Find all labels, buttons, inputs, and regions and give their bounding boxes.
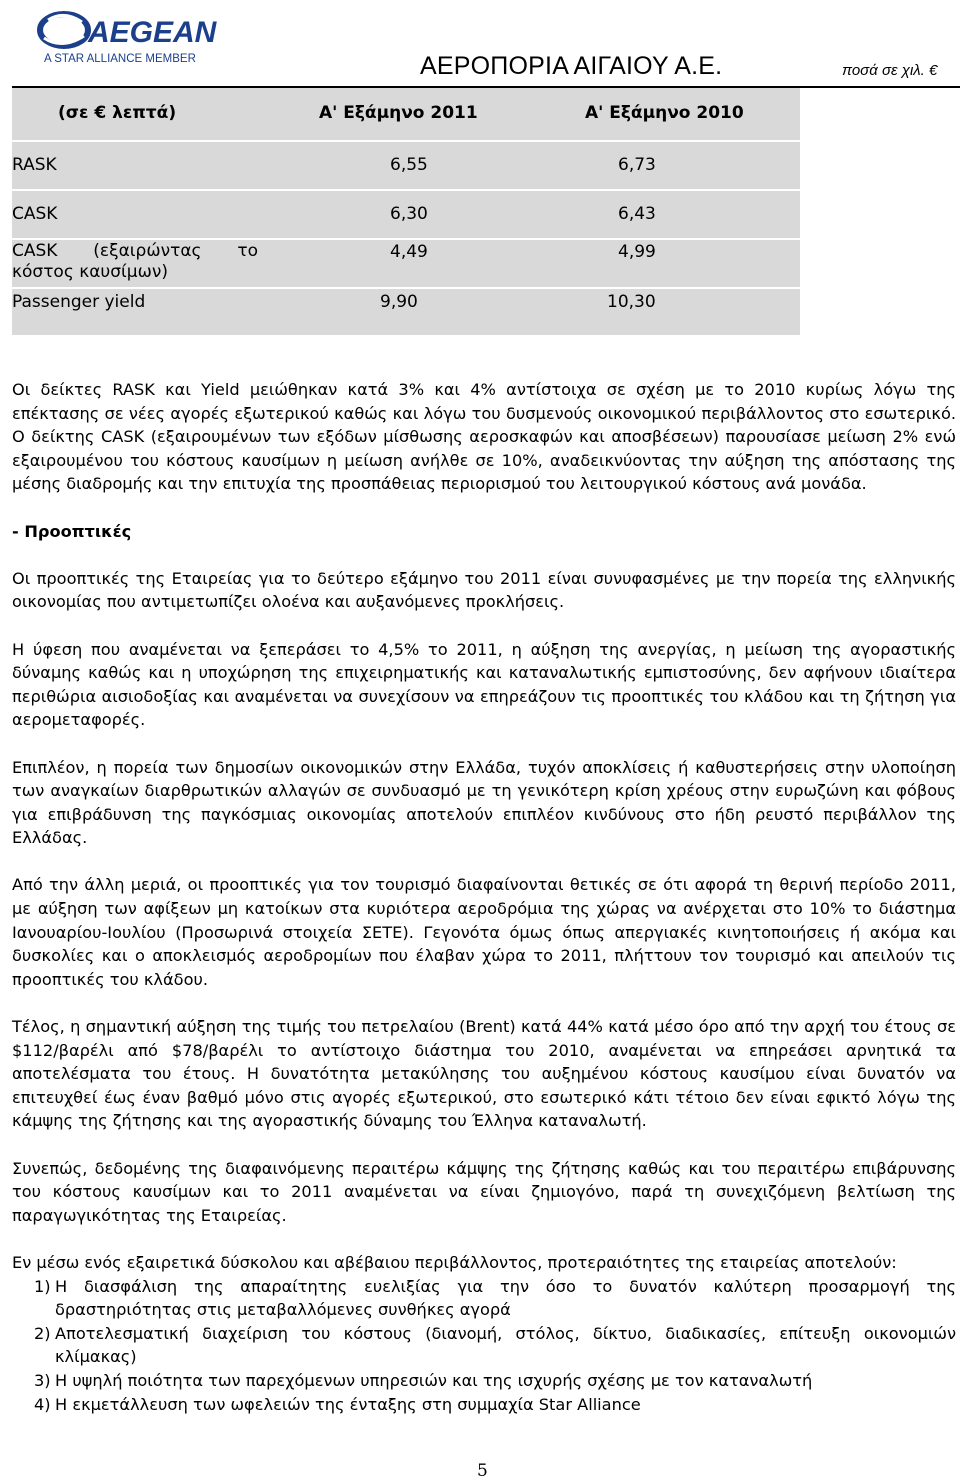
row-label: RASK (12, 155, 57, 175)
list-number: 1) (34, 1276, 51, 1296)
row-value-2010: 10,30 (607, 292, 656, 312)
document-body (12, 378, 956, 1416)
list-text: Η διασφάλιση της απαραίτητης ευελιξίας για την όσο το δυνατόν καλύτερη προσαρμογή της δραστηριότητας στις μεταβαλλόμενες συνθήκες αγορά (55, 1276, 956, 1320)
row-value-2010: 6,73 (618, 155, 656, 175)
logo-tagline: A STAR ALLIANCE MEMBER (44, 53, 196, 65)
list-text: Αποτελεσματική διαχείριση του κόστους (διανομή, στόλος, δίκτυο, διαδικασίες, επίτευξη οικονομιών κλίμακας) (55, 1323, 956, 1367)
row-value-2011: 6,30 (390, 204, 428, 224)
kpi-table (12, 88, 800, 335)
paragraph-rask-yield: Οι δείκτες RASK και Yield μειώθηκαν κατά 3% και 4% αντίστοιχα σε σχέση με το 2010 κυρίως λόγω της επέκτασης σε νέες αγορές εξωτερικού καθώς και λόγω του δυσμενούς οικονομικού περιβάλλοντος στο εσωτερικό. Ο δείκτης CASK (εξαιρουμένων των εξόδων μίσθωσης αεροσκαφών και αποσβέσεων) παρουσίασε μείωση 2% ενώ εξαιρουμένου του κόστους καυσίμων η μείωση ανήλθε σε 10%, αναδεικνύοντας την αύξηση της απόστασης της μέσης διαδρομής και την επιτυχία της προσπάθειας περιορισμού του λειτουργικού κόστους ανά μονάδα. (12, 380, 956, 494)
list-text: Η εκμετάλλευση των ωφελειών της ένταξης στη συμμαχία Star Alliance (55, 1394, 641, 1414)
table-row (12, 287, 800, 335)
paragraph-oil-price: Τέλος, η σημαντική αύξηση της τιμής του πετρελαίου (Brent) κατά 44% κατά μέσο όρο από την αρχή του έτους σε $112/βαρέλι από $78/βαρέλι το αντίστοιχο διάστημα του 2010, αναμένεται να επηρεάσει αρνητικά τα αποτελέσματα του έτους. Η δυνατότητα μετακύλησης του αυξημένου κόστους καυσίμου είναι δυνατόν να επιτευχθεί έως έναν βαθμό μόνο στις αγορές εξωτερικού, στο εσωτερικό κάτι τέτοιο δεν είναι εφικτό λόγω της κάμψης της ζήτησης και της αγοραστικής δύναμης του Έλληνα καταναλωτή. (12, 1017, 956, 1131)
row-label: Passenger yield (12, 292, 146, 312)
row-label: CASK (12, 204, 58, 224)
row-value-2010: 6,43 (618, 204, 656, 224)
paragraph-conclusion: Συνεπώς, δεδομένης της διαφαινόμενης περαιτέρω κάμψης της ζήτησης καθώς και του περαιτέρω επιβάρυνσης του κόστους καυσίμων και το 2011 αναμένεται να είναι ζημιογόνο, παρά τη συνεχιζόμενη βελτίωση της παραγωγικότητας της Εταιρείας. (12, 1158, 956, 1225)
paragraph-public-finances: Επιπλέον, η πορεία των δημοσίων οικονομικών στην Ελλάδα, τυχόν αποκλίσεις ή καθυστερήσεις στην υλοποίηση των αναγκαίων διαρθρωτικών αλλαγών σε συνδυασμό με τη γενικότερη κρίση χρέους στην ευρωζώνη και φόβους για επιβράδυνση της παγκόσμιας οικονομίας αποτελούν επιπλέον κινδύνους στο ήδη ρευστό περιβάλλον της Ελλάδας. (12, 757, 956, 848)
amounts-note: ποσά σε χιλ. € (842, 62, 938, 79)
row-label: CASK (εξαιρώντας το κόστος καυσίμων) (12, 241, 258, 282)
paragraph-recession: Η ύφεση που αναμένεται να ξεπεράσει το 4,5% το 2011, η αύξηση της ανεργίας, η μείωση της αγοραστικής δύναμης καθώς και η υποχώρηση της επιχειρηματικής και καταναλωτικής εμπιστοσύνης, δεν αφήνουν ιδιαίτερα περιθώρια αισιοδοξίας και αναμένεται να συνεχίσουν να επηρεάζουν τις προοπτικές του κλάδου και τη ζήτηση για αερομεταφορές. (12, 639, 956, 730)
list-number: 2) (34, 1323, 51, 1343)
company-name: ΑΕΡΟΠΟΡΙΑ ΑΙΓΑΙΟΥ Α.Ε. (420, 52, 723, 80)
aegean-logo (30, 6, 250, 68)
table-row (12, 140, 800, 189)
logo-wordmark: AEGEAN (88, 16, 217, 49)
list-item (12, 1393, 956, 1417)
list-item (12, 1322, 956, 1369)
table-row (12, 238, 800, 287)
paragraph-outlook: Οι προοπτικές της Εταιρείας για το δεύτερο εξάμηνο του 2011 είναι συνυφασμένες με την πορεία της ελληνικής οικονομίας που αντιμετωπίζει ολοένα και αυξανόμενες προκλήσεις. (12, 568, 956, 612)
row-value-2011: 4,49 (390, 242, 428, 262)
page-number: 5 (477, 1461, 488, 1481)
header-unit: (σε € λεπτά) (58, 103, 177, 123)
paragraph-tourism: Από την άλλη μεριά, οι προοπτικές για τον τουρισμό διαφαίνονται θετικές σε ότι αφορά τη θερινή περίοδο 2011, με αύξηση των αφίξεων μη κατοίκων στα κυριότερα αεροδρόμια της χώρας να ανέρχεται στο 10% το διάστημα Ιανουαρίου-Ιουλίου (Προσωρινά στοιχεία ΣΕΤΕ). Γεγονότα όμως όπως απεργιακές κινητοποιήσεις ή ακόμα και δυσκολίες και ο αποκλεισμός αεροδρομίων που έλαβαν χώρα το 2011, πλήττουν τον τουρισμό και απειλούν τις προοπτικές του κλάδου. (12, 875, 956, 989)
list-item (12, 1275, 956, 1322)
priorities-list (12, 1275, 956, 1417)
list-text: Η υψηλή ποιότητα των παρεχόμενων υπηρεσιών και της ισχυρής σχέσης με τον καταναλωτή (55, 1370, 813, 1390)
row-value-2010: 4,99 (618, 242, 656, 262)
list-number: 4) (34, 1394, 51, 1414)
header-h1-2010: Α' Εξάμηνο 2010 (585, 103, 744, 123)
list-number: 3) (34, 1370, 51, 1390)
row-value-2011: 6,55 (390, 155, 428, 175)
header-h1-2011: Α' Εξάμηνο 2011 (319, 103, 478, 123)
aegean-swirl-icon (40, 14, 88, 46)
list-item (12, 1369, 956, 1393)
table-header-row (12, 88, 800, 140)
paragraph-priorities-intro: Εν μέσω ενός εξαιρετικά δύσκολου και αβέβαιου περιβάλλοντος, προτεραιότητες της εταιρείας αποτελούν: (12, 1252, 897, 1272)
row-value-2011: 9,90 (380, 292, 418, 312)
section-heading-outlook: - Προοπτικές (12, 521, 132, 541)
table-row (12, 189, 800, 238)
